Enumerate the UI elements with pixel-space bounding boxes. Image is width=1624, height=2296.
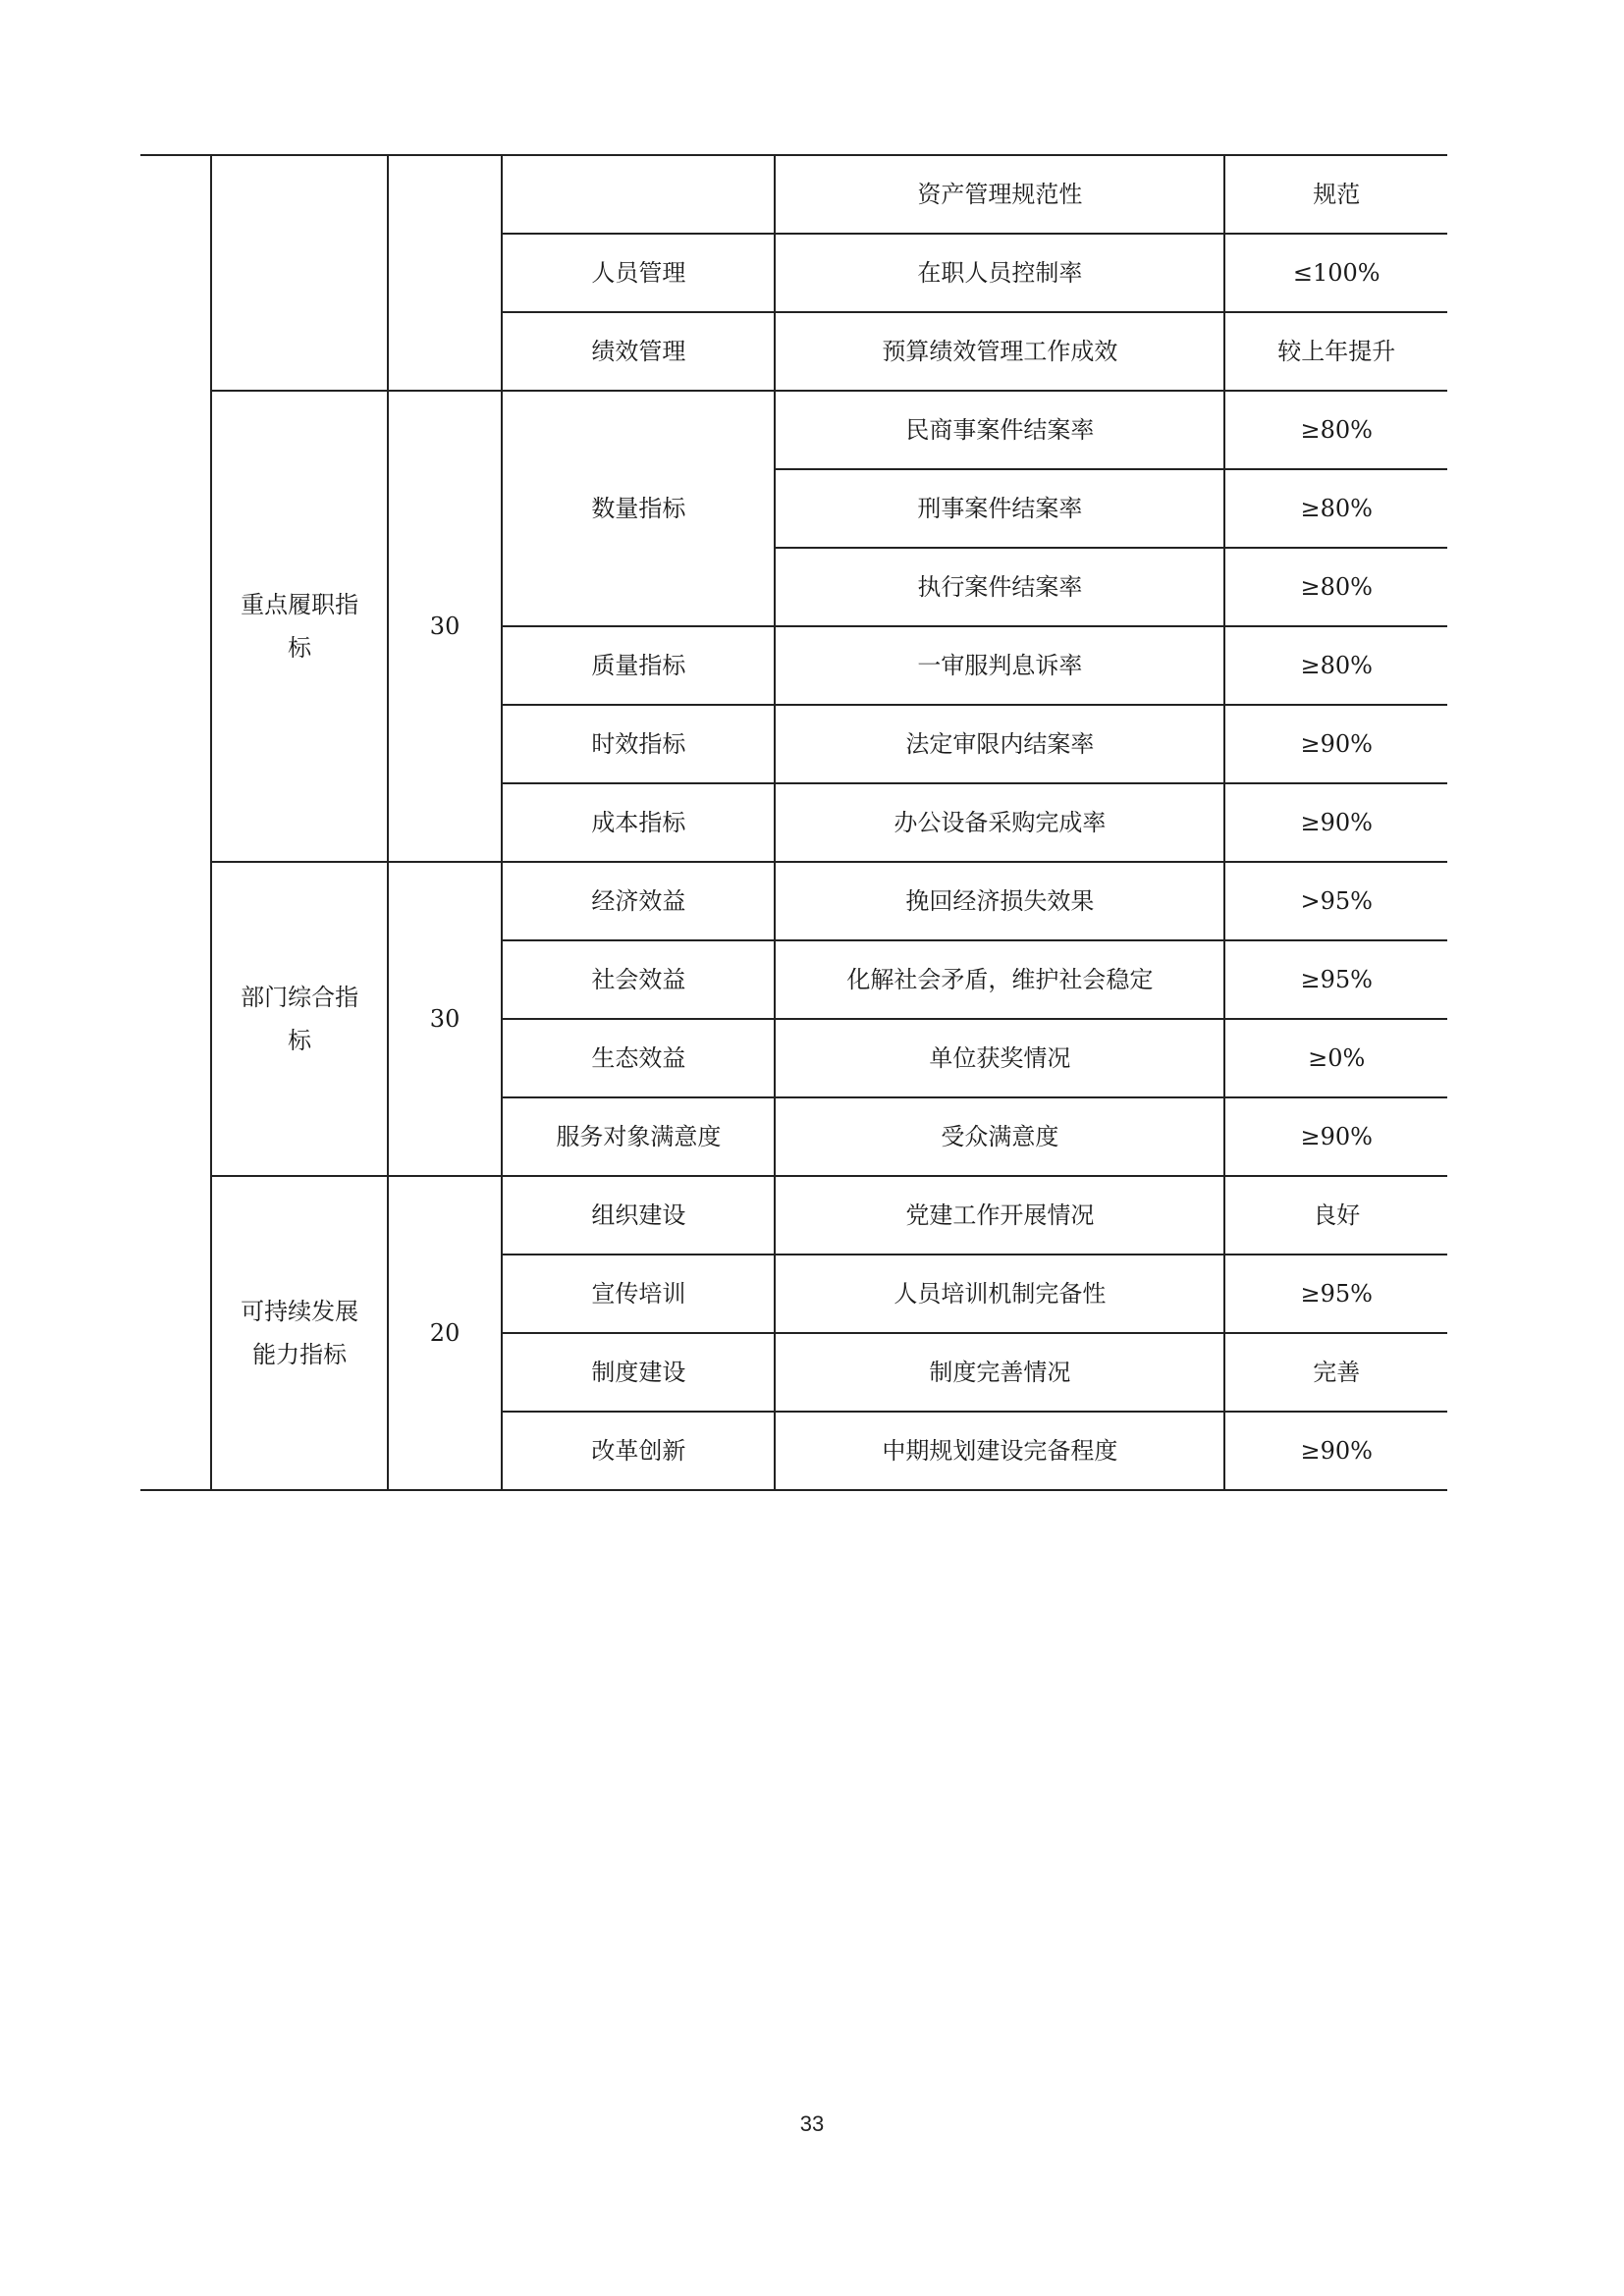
indicator-cell: 民商事案件结案率 [775, 391, 1224, 469]
sub-indicator-cell: 成本指标 [502, 783, 775, 862]
sub-indicator-cell: 绩效管理 [502, 312, 775, 391]
target-value-cell: ≥90% [1224, 783, 1447, 862]
sub-indicator-cell: 人员管理 [502, 234, 775, 312]
table-row [140, 155, 1447, 234]
target-value-cell: ≥80% [1224, 548, 1447, 626]
weight-cell: 30 [388, 391, 503, 862]
sub-indicator-cell: 制度建设 [502, 1333, 775, 1412]
indicator-cell: 资产管理规范性 [775, 155, 1224, 234]
indicator-cell: 刑事案件结案率 [775, 469, 1224, 548]
weight-cell-empty [388, 155, 503, 391]
target-value-cell: ≥80% [1224, 626, 1447, 705]
sub-indicator-cell: 数量指标 [502, 391, 775, 626]
indicator-cell: 法定审限内结案率 [775, 705, 1224, 783]
page-number: 33 [799, 2111, 825, 2136]
sub-indicator-cell: 宣传培训 [502, 1255, 775, 1333]
indicator-cell: 受众满意度 [775, 1097, 1224, 1176]
indicator-cell: 挽回经济损失效果 [775, 862, 1224, 940]
indicator-cell: 党建工作开展情况 [775, 1176, 1224, 1255]
weight-cell: 20 [388, 1176, 503, 1490]
indicator-cell: 人员培训机制完备性 [775, 1255, 1224, 1333]
indicator-cell: 预算绩效管理工作成效 [775, 312, 1224, 391]
performance-indicator-table [140, 154, 1447, 1491]
target-value-cell: 完善 [1224, 1333, 1447, 1412]
indicator-cell: 制度完善情况 [775, 1333, 1224, 1412]
sub-indicator-cell: 改革创新 [502, 1412, 775, 1490]
target-value-cell: >95% [1224, 862, 1447, 940]
indicator-cell: 办公设备采购完成率 [775, 783, 1224, 862]
outer-left-cell [140, 155, 211, 1490]
category-label: 部门综合指标 [241, 984, 359, 1054]
category-cell-empty [211, 155, 387, 391]
table-row [140, 862, 1447, 940]
indicator-cell: 一审服判息诉率 [775, 626, 1224, 705]
category-label: 可持续发展能力指标 [241, 1298, 359, 1368]
indicator-cell: 单位获奖情况 [775, 1019, 1224, 1097]
table-row [140, 391, 1447, 469]
indicator-cell: 在职人员控制率 [775, 234, 1224, 312]
target-value-cell: ≥90% [1224, 1097, 1447, 1176]
category-cell [211, 1176, 387, 1490]
indicator-cell: 化解社会矛盾，维护社会稳定 [775, 940, 1224, 1019]
target-value-cell: 良好 [1224, 1176, 1447, 1255]
target-value-cell: ≥80% [1224, 391, 1447, 469]
target-value-cell: 规范 [1224, 155, 1447, 234]
target-value-cell: ≥95% [1224, 1255, 1447, 1333]
category-cell [211, 862, 387, 1176]
category-label: 重点履职指标 [241, 591, 359, 662]
target-value-cell: ≥80% [1224, 469, 1447, 548]
target-value-cell: ≥90% [1224, 1412, 1447, 1490]
target-value-cell: ≤100% [1224, 234, 1447, 312]
category-cell [211, 391, 387, 862]
target-value-cell: ≥0% [1224, 1019, 1447, 1097]
target-value-cell: ≥95% [1224, 940, 1447, 1019]
sub-indicator-cell: 质量指标 [502, 626, 775, 705]
sub-indicator-cell: 经济效益 [502, 862, 775, 940]
sub-indicator-cell: 社会效益 [502, 940, 775, 1019]
weight-cell: 30 [388, 862, 503, 1176]
indicator-cell: 执行案件结案率 [775, 548, 1224, 626]
target-value-cell: ≥90% [1224, 705, 1447, 783]
indicator-cell: 中期规划建设完备程度 [775, 1412, 1224, 1490]
sub-indicator-cell: 时效指标 [502, 705, 775, 783]
sub-indicator-cell-empty [502, 155, 775, 234]
sub-indicator-cell: 组织建设 [502, 1176, 775, 1255]
target-value-cell: 较上年提升 [1224, 312, 1447, 391]
table-row [140, 1176, 1447, 1255]
sub-indicator-cell: 生态效益 [502, 1019, 775, 1097]
sub-indicator-cell: 服务对象满意度 [502, 1097, 775, 1176]
